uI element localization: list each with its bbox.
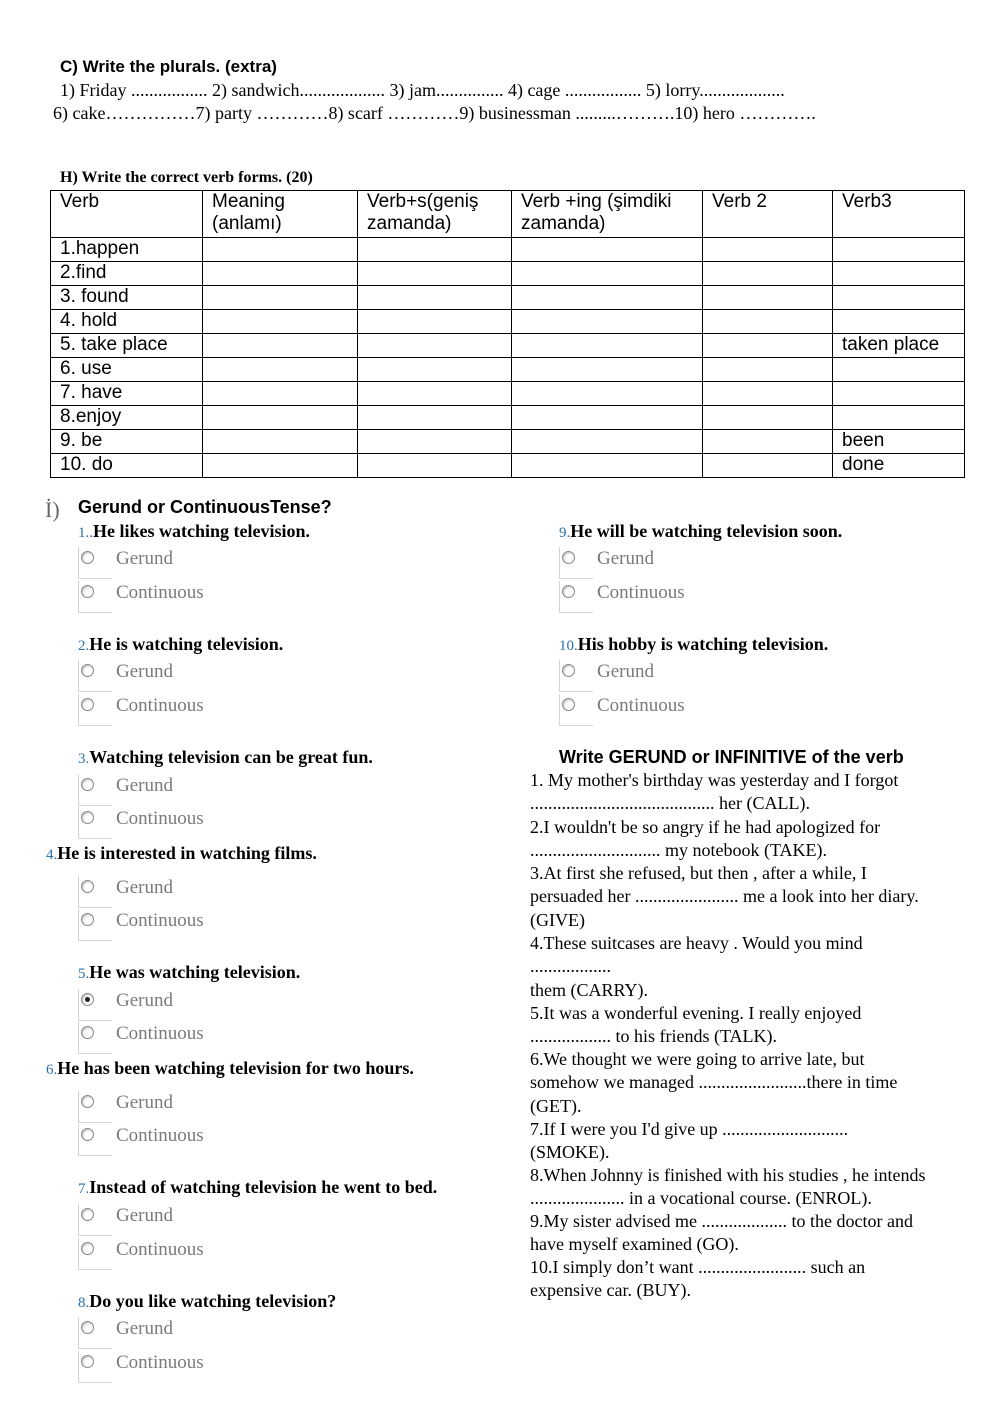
radio-button[interactable] (81, 1242, 94, 1255)
answer-cell[interactable] (512, 358, 703, 382)
verb-cell: 3. found (51, 286, 203, 310)
option-label: Gerund (597, 548, 654, 569)
answer-cell[interactable] (203, 358, 358, 382)
radio-button[interactable] (81, 993, 94, 1006)
answer-cell[interactable] (512, 430, 703, 454)
answer-cell[interactable] (833, 382, 965, 406)
q3-option-continuous[interactable] (78, 807, 278, 837)
option-label: Gerund (116, 1318, 173, 1339)
answer-cell[interactable] (358, 430, 512, 454)
gi-item-line: 9.My sister advised me ................... to the doctor and (530, 1211, 913, 1231)
verb-cell: 1.happen (51, 238, 203, 262)
gi-item-3 (530, 862, 975, 932)
answer-cell[interactable] (833, 286, 965, 310)
question-number: 6. (46, 1062, 58, 1078)
option-label: Continuous (116, 582, 204, 603)
answer-cell[interactable] (358, 358, 512, 382)
question-number: 8. (78, 1295, 90, 1311)
radio-button[interactable] (81, 1355, 94, 1368)
question-text: He will be watching television soon. (570, 521, 843, 541)
question-text: He is watching television. (89, 634, 284, 654)
q2-option-continuous[interactable] (78, 694, 278, 724)
gi-item-line: expensive car. (BUY). (530, 1280, 691, 1301)
header-verb3: Verb3 (833, 191, 965, 238)
verb-cell: 7. have (51, 382, 203, 406)
gi-item-line: 1. My mother's birthday was yesterday and I forgot (530, 770, 899, 790)
radio-button[interactable] (81, 913, 94, 926)
question-8 (78, 1291, 336, 1312)
answer-cell[interactable] (358, 454, 512, 478)
table-row (51, 262, 965, 286)
q5-option-continuous[interactable] (78, 1022, 278, 1052)
answer-cell[interactable] (203, 382, 358, 406)
header-verb-s: Verb+s(geniş zamanda) (358, 191, 512, 238)
gi-item-10 (530, 1256, 975, 1303)
q1-option-gerund[interactable] (78, 547, 278, 577)
option-label: Continuous (597, 582, 685, 603)
gi-item-line: them (CARRY). (530, 979, 649, 1000)
gi-item-line: (GIVE) (530, 909, 585, 930)
answer-cell[interactable] (703, 406, 833, 430)
radio-button[interactable] (81, 1321, 94, 1334)
answer-cell[interactable] (358, 310, 512, 334)
gi-item-line: ......................................... her (CALL). (530, 793, 810, 814)
plurals-line-1: 1) Friday ................. 2) sandwich................... 3) jam............... 4) cage ................. 5) lorry................... (60, 80, 785, 100)
radio-button[interactable] (562, 698, 575, 711)
option-label: Gerund (116, 661, 173, 682)
answer-cell[interactable] (703, 382, 833, 406)
gi-item-9 (530, 1210, 975, 1257)
verb-forms-table (50, 190, 965, 478)
gi-item-6 (530, 1048, 975, 1118)
q9-option-gerund[interactable] (559, 547, 759, 577)
option-label: Continuous (597, 695, 685, 716)
question-number: 10. (559, 638, 578, 654)
answer-cell[interactable] (833, 406, 965, 430)
q6-option-continuous[interactable] (78, 1124, 278, 1154)
gi-item-line: somehow we managed ........................there in time (530, 1072, 898, 1093)
gi-item-line: 6.We thought we were going to arrive late, but (530, 1049, 865, 1069)
answer-cell[interactable] (833, 310, 965, 334)
answer-cell[interactable] (512, 310, 703, 334)
gi-item-4 (530, 932, 975, 1002)
answer-cell[interactable] (703, 262, 833, 286)
answer-cell[interactable] (703, 454, 833, 478)
section-i-title: Gerund or ContinuousTense? (78, 497, 332, 517)
answer-cell[interactable] (203, 454, 358, 478)
gi-item-line: .................. to his friends (TALK). (530, 1026, 778, 1047)
answer-cell[interactable]: taken place (833, 334, 965, 358)
table-row (51, 286, 965, 310)
question-number: 4. (46, 847, 58, 863)
question-text: He likes watching television. (93, 521, 310, 541)
question-7 (78, 1177, 437, 1198)
answer-cell[interactable] (358, 262, 512, 286)
answer-cell[interactable] (358, 406, 512, 430)
option-label: Gerund (116, 877, 173, 898)
q9-option-continuous[interactable] (559, 581, 759, 611)
option-label: Continuous (116, 910, 204, 931)
answer-cell[interactable] (203, 334, 358, 358)
question-text: He was watching television. (89, 962, 301, 982)
section-h-title: H) Write the correct verb forms. (20) (60, 169, 313, 186)
question-6 (46, 1058, 414, 1079)
answer-cell[interactable] (703, 310, 833, 334)
table-row (51, 358, 965, 382)
q3-option-gerund[interactable] (78, 774, 278, 804)
answer-cell[interactable] (512, 238, 703, 262)
question-text: Watching television can be great fun. (89, 747, 373, 767)
answer-cell[interactable] (358, 382, 512, 406)
question-1 (78, 521, 310, 542)
radio-button[interactable] (81, 811, 94, 824)
answer-cell[interactable] (703, 430, 833, 454)
radio-button[interactable] (81, 1095, 94, 1108)
answer-cell[interactable]: been (833, 430, 965, 454)
option-label: Continuous (116, 1023, 204, 1044)
gi-item-line: (SMOKE). (530, 1142, 610, 1163)
radio-button[interactable] (81, 698, 94, 711)
answer-cell[interactable] (512, 454, 703, 478)
answer-cell[interactable] (512, 334, 703, 358)
answer-cell[interactable] (703, 334, 833, 358)
table-row (51, 310, 965, 334)
question-number: 1.. (78, 525, 93, 541)
option-label: Continuous (116, 1352, 204, 1373)
question-text: He is interested in watching films. (57, 843, 317, 863)
answer-cell[interactable] (512, 286, 703, 310)
table-header-row (51, 191, 965, 238)
gi-item-5 (530, 1002, 975, 1049)
answer-cell[interactable] (203, 310, 358, 334)
gi-item-line: .................. (530, 956, 611, 977)
option-label: Gerund (116, 1205, 173, 1226)
answer-cell[interactable] (703, 238, 833, 262)
q5-option-gerund[interactable] (78, 989, 278, 1019)
table-row (51, 406, 965, 430)
q4-option-gerund[interactable] (78, 876, 278, 906)
question-text: Instead of watching television he went to bed. (89, 1177, 438, 1197)
answer-cell[interactable]: done (833, 454, 965, 478)
header-verb: Verb (51, 191, 203, 238)
radio-button[interactable] (81, 1128, 94, 1141)
gi-item-line: 10.I simply don’t want ........................ such an (530, 1257, 866, 1277)
q1-option-continuous[interactable] (78, 581, 278, 611)
answer-cell[interactable] (358, 286, 512, 310)
q7-option-continuous[interactable] (78, 1238, 278, 1268)
gi-item-2 (530, 816, 975, 863)
answer-cell[interactable] (358, 334, 512, 358)
radio-button[interactable] (81, 1026, 94, 1039)
question-number: 2. (78, 638, 90, 654)
table-row (51, 454, 965, 478)
table-row (51, 238, 965, 262)
gi-item-line: 4.These suitcases are heavy . Would you mind (530, 933, 863, 953)
radio-button[interactable] (81, 585, 94, 598)
q2-option-gerund[interactable] (78, 660, 278, 690)
option-label: Continuous (116, 1239, 204, 1260)
gi-item-line: 7.If I were you I'd give up ............................ (530, 1119, 849, 1139)
question-number: 7. (78, 1181, 90, 1197)
gi-item-line: (GET). (530, 1095, 582, 1116)
verb-cell: 5. take place (51, 334, 203, 358)
q6-option-gerund[interactable] (78, 1091, 278, 1121)
option-label: Gerund (116, 1092, 173, 1113)
table-row (51, 430, 965, 454)
radio-button[interactable] (562, 585, 575, 598)
question-10 (559, 634, 828, 655)
option-label: Continuous (116, 1125, 204, 1146)
answer-cell[interactable] (203, 238, 358, 262)
answer-cell[interactable] (203, 286, 358, 310)
answer-cell[interactable] (203, 406, 358, 430)
option-label: Gerund (116, 548, 173, 569)
verb-cell: 2.find (51, 262, 203, 286)
gi-item-line: persuaded her ....................... me a look into her diary. (530, 886, 919, 907)
header-verb2: Verb 2 (703, 191, 833, 238)
option-label: Gerund (116, 775, 173, 796)
section-c-title: C) Write the plurals. (extra) (60, 57, 277, 76)
gi-item-line: ..................... in a vocational course. (ENROL). (530, 1188, 872, 1209)
verb-cell: 10. do (51, 454, 203, 478)
section-i-marker: İ) (45, 497, 60, 522)
radio-button[interactable] (81, 1208, 94, 1221)
gi-item-line: 3.At first she refused, but then , after a while, I (530, 863, 867, 883)
radio-button[interactable] (81, 778, 94, 791)
question-text: His hobby is watching television. (577, 634, 829, 654)
q7-option-gerund[interactable] (78, 1204, 278, 1234)
answer-cell[interactable] (703, 358, 833, 382)
question-5 (78, 962, 300, 983)
gi-item-line: 2.I wouldn't be so angry if he had apologized for (530, 817, 881, 837)
option-label: Continuous (116, 695, 204, 716)
question-number: 5. (78, 966, 90, 982)
answer-cell[interactable] (512, 382, 703, 406)
q8-option-continuous[interactable] (78, 1351, 278, 1381)
gi-item-line: 5.It was a wonderful evening. I really enjoyed (530, 1003, 862, 1023)
question-number: 9. (559, 525, 571, 541)
answer-cell[interactable] (833, 262, 965, 286)
option-label: Continuous (116, 808, 204, 829)
q10-option-gerund[interactable] (559, 660, 759, 690)
verb-cell: 8.enjoy (51, 406, 203, 430)
option-label: Gerund (116, 990, 173, 1011)
table-row (51, 382, 965, 406)
gi-item-line: 8.When Johnny is finished with his studies , he intends (530, 1165, 926, 1185)
radio-button[interactable] (81, 551, 94, 564)
verb-cell: 6. use (51, 358, 203, 382)
radio-button[interactable] (81, 880, 94, 893)
plurals-line-2: 6) cake……………7) party …………8) scarf …………9) businessman .........……….10) hero …………. (53, 103, 816, 123)
table-row (51, 334, 965, 358)
answer-cell[interactable] (833, 358, 965, 382)
answer-cell[interactable] (512, 262, 703, 286)
answer-cell[interactable] (703, 286, 833, 310)
header-meaning: Meaning (anlamı) (203, 191, 358, 238)
radio-button[interactable] (562, 664, 575, 677)
radio-button[interactable] (562, 551, 575, 564)
question-text: Do you like watching television? (89, 1291, 337, 1311)
answer-cell[interactable] (203, 430, 358, 454)
question-4 (46, 843, 317, 864)
gi-item-1 (530, 769, 975, 816)
question-text: He has been watching television for two hours. (57, 1058, 414, 1078)
verb-cell: 4. hold (51, 310, 203, 334)
gi-item-8 (530, 1164, 975, 1211)
verb-cell: 9. be (51, 430, 203, 454)
question-2 (78, 634, 283, 655)
question-number: 3. (78, 751, 90, 767)
radio-button[interactable] (81, 664, 94, 677)
header-verb-ing: Verb +ing (şimdiki zamanda) (512, 191, 703, 238)
question-3 (78, 747, 373, 768)
gi-item-7 (530, 1118, 975, 1165)
answer-cell[interactable] (203, 262, 358, 286)
answer-cell[interactable] (358, 238, 512, 262)
option-label: Gerund (597, 661, 654, 682)
q10-option-continuous[interactable] (559, 694, 759, 724)
gi-item-line: have myself examined (GO). (530, 1234, 739, 1255)
question-9 (559, 521, 842, 542)
answer-cell[interactable] (512, 406, 703, 430)
gerund-infinitive-title: Write GERUND or INFINITIVE of the verb (559, 747, 904, 767)
q4-option-continuous[interactable] (78, 909, 278, 939)
gi-item-line: ............................. my notebook (TAKE). (530, 840, 828, 861)
q8-option-gerund[interactable] (78, 1317, 278, 1347)
answer-cell[interactable] (833, 238, 965, 262)
